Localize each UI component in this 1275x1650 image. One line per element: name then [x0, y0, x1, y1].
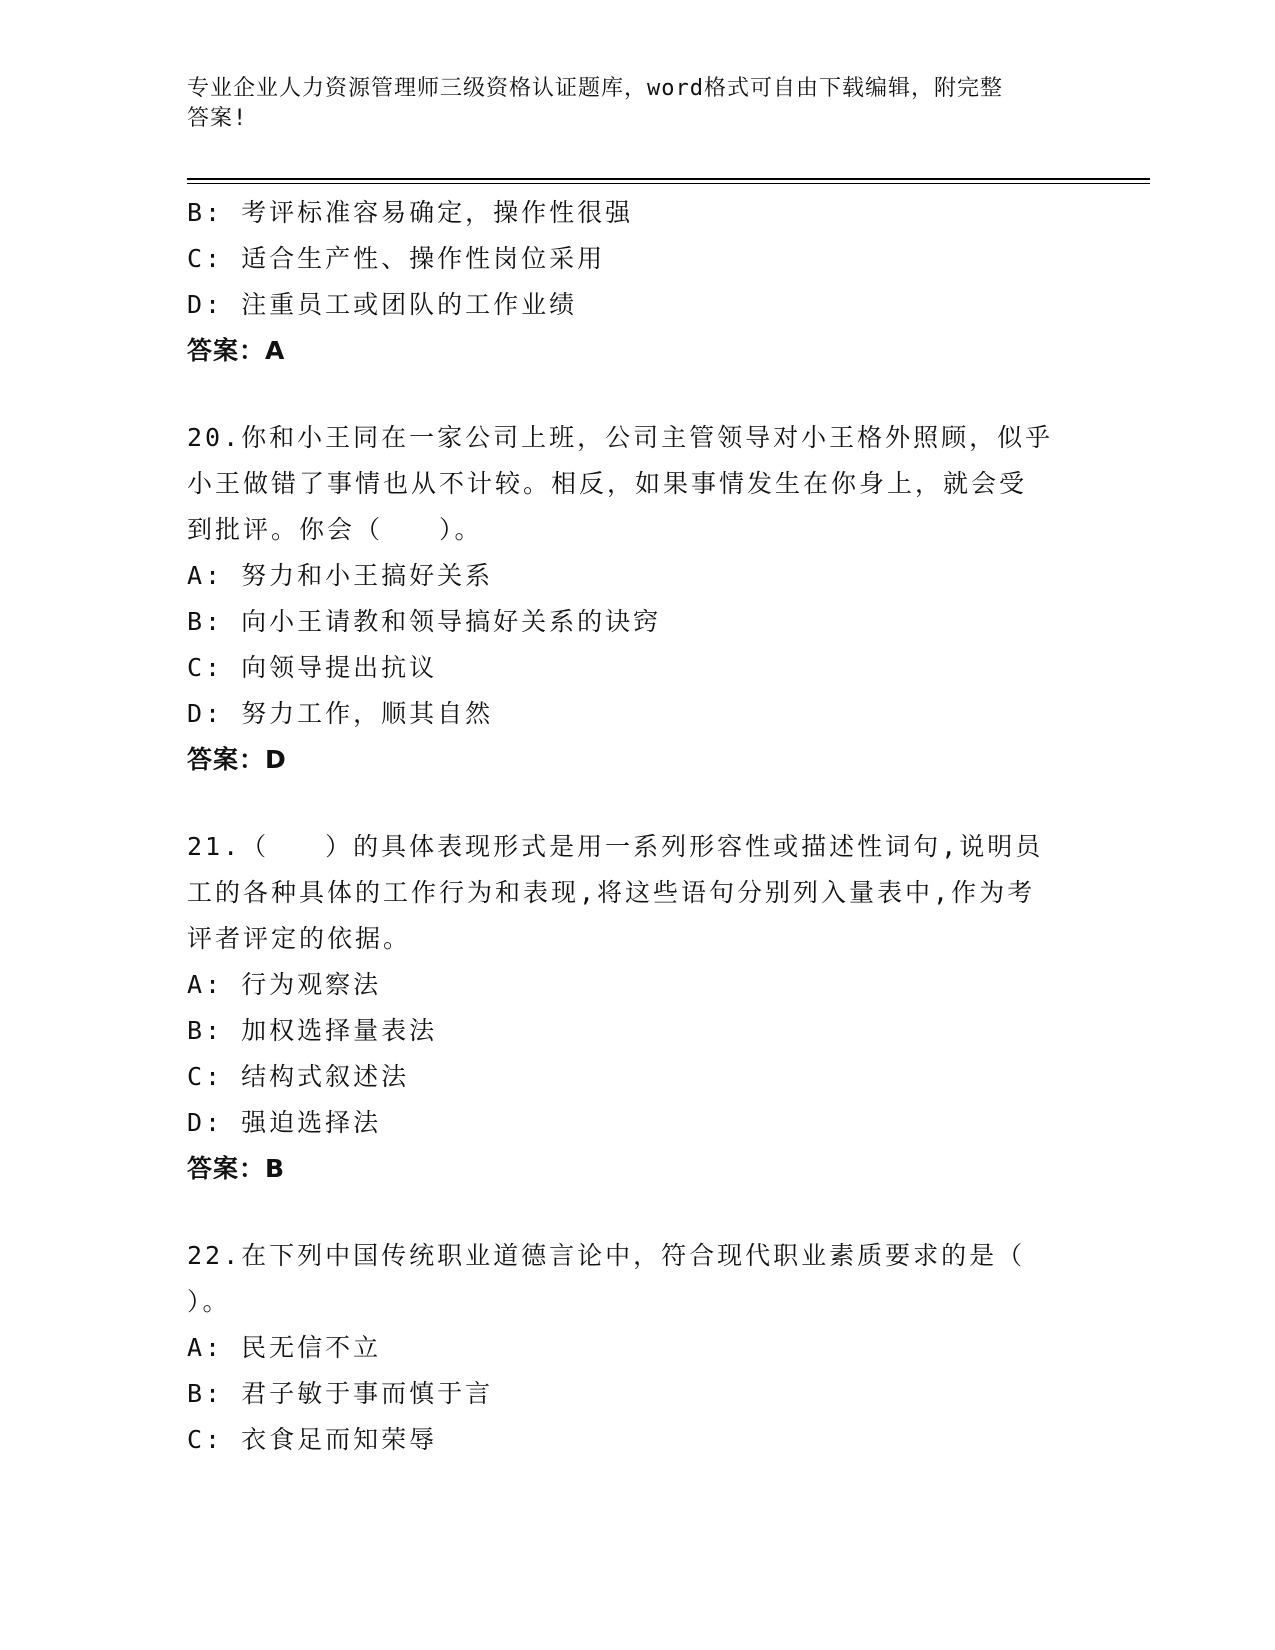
- option-b: B: 向小王请教和领导搞好关系的诀窍: [187, 607, 662, 636]
- option-c: C: 结构式叙述法: [187, 1062, 410, 1091]
- question-list: [187, 190, 1087, 1463]
- option-d: D: 注重员工或团队的工作业绩: [187, 290, 578, 319]
- option-c: C: 适合生产性、操作性岗位采用: [187, 244, 606, 273]
- header-line-2: 答案!: [187, 106, 248, 131]
- option-b: B: 考评标准容易确定，操作性很强: [187, 198, 634, 227]
- question-stem-line: 工的各种具体的工作行为和表现,将这些语句分别列入量表中,作为考: [187, 878, 1036, 907]
- question-stem-line: 20.你和小王同在一家公司上班，公司主管领导对小王格外照顾，似乎: [187, 423, 1054, 452]
- header-rule-thin: [187, 183, 1150, 184]
- question-stem-line: 评者评定的依据。: [187, 924, 412, 953]
- option-b: B: 君子敏于事而慎于言: [187, 1379, 494, 1408]
- answer-line: 答案：D: [187, 745, 287, 774]
- question-stem-line: 到批评。你会（ ）。: [187, 515, 483, 544]
- header-line-1: 专业企业人力资源管理师三级资格认证题库，word格式可自由下载编辑，附完整: [187, 76, 1003, 101]
- option-a: A: 努力和小王搞好关系: [187, 561, 494, 590]
- question-stem-line: 21.（ ）的具体表现形式是用一系列形容性或描述性词句,说明员: [187, 832, 1044, 861]
- question-gap: [187, 374, 1087, 415]
- question-gap: [187, 1192, 1087, 1233]
- option-d: D: 努力工作，顺其自然: [187, 699, 494, 728]
- page-header: [187, 74, 1067, 134]
- question-19-continued: [187, 190, 1087, 374]
- answer-line: 答案：A: [187, 336, 286, 365]
- question-20: [187, 415, 1087, 783]
- question-stem-line: 22.在下列中国传统职业道德言论中，符合现代职业素质要求的是（: [187, 1241, 1026, 1270]
- answer-line: 答案：B: [187, 1154, 286, 1183]
- question-gap: [187, 783, 1087, 824]
- option-c: C: 衣食足而知荣辱: [187, 1425, 438, 1454]
- question-22: [187, 1233, 1087, 1463]
- option-c: C: 向领导提出抗议: [187, 653, 438, 682]
- header-rule-thick: [187, 178, 1150, 180]
- option-a: A: 行为观察法: [187, 970, 382, 999]
- option-d: D: 强迫选择法: [187, 1108, 382, 1137]
- question-stem-line: ）。: [187, 1287, 231, 1316]
- option-a: A: 民无信不立: [187, 1333, 382, 1362]
- question-stem-line: 小王做错了事情也从不计较。相反，如果事情发生在你身上，就会受: [187, 469, 1028, 498]
- question-21: [187, 824, 1087, 1192]
- option-b: B: 加权选择量表法: [187, 1016, 438, 1045]
